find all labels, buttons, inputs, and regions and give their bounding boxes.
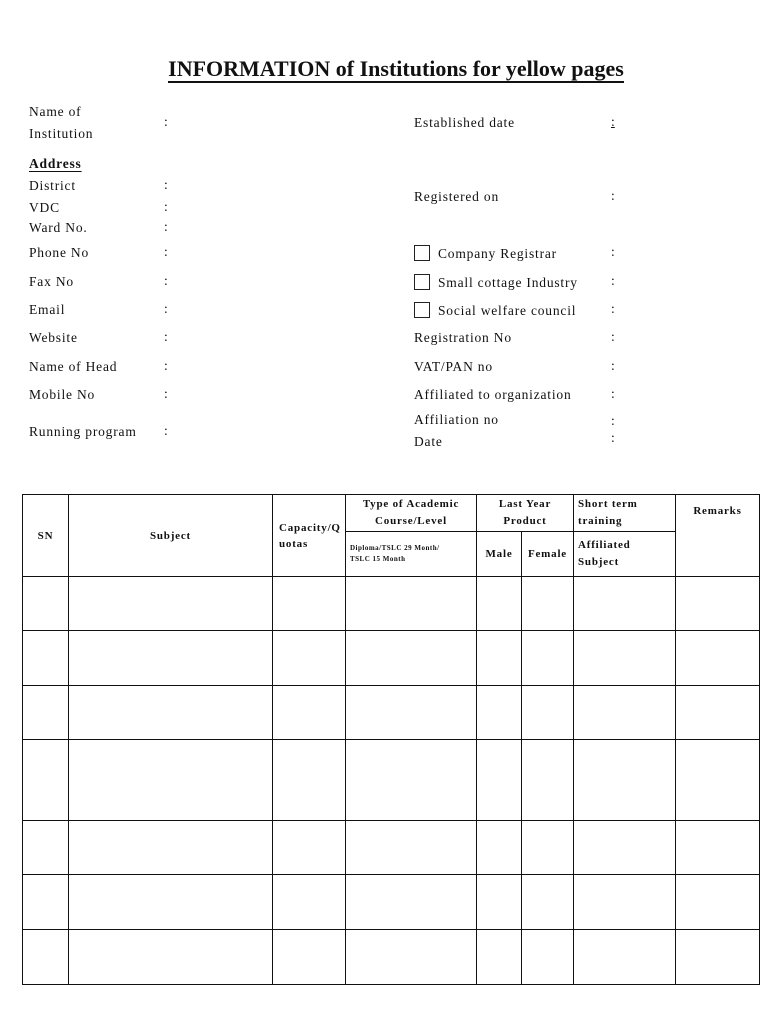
sn-header: SN	[23, 495, 69, 577]
last-year-line2: Product	[503, 515, 547, 527]
capacity-header-line2: uotas	[279, 537, 309, 550]
small-cottage-industry-label: Small cottage Industry	[438, 275, 578, 290]
program-table	[22, 494, 760, 985]
last-year-product-header	[477, 495, 574, 532]
table-cell[interactable]	[346, 875, 477, 930]
ward-no-label: Ward No.	[29, 220, 88, 235]
affiliated-line2: Subject	[578, 556, 620, 568]
website-colon: :	[164, 329, 168, 344]
table-cell[interactable]	[23, 821, 69, 875]
page-title: INFORMATION of Institutions for yellow pages	[168, 56, 624, 81]
table-cell[interactable]	[23, 875, 69, 930]
small-cottage-industry-checkbox[interactable]	[414, 274, 430, 290]
table-cell[interactable]	[676, 821, 760, 875]
running-program-label: Running program	[29, 424, 137, 439]
table-cell[interactable]	[676, 875, 760, 930]
table-cell[interactable]	[69, 631, 273, 686]
table-cell[interactable]	[273, 577, 346, 631]
email-colon: :	[164, 301, 168, 316]
table-cell[interactable]	[574, 740, 676, 821]
table-cell[interactable]	[574, 686, 676, 740]
last-year-line1: Last Year	[498, 498, 552, 510]
table-row	[23, 740, 760, 821]
table-cell[interactable]	[574, 875, 676, 930]
vdc-label: VDC	[29, 200, 60, 215]
table-cell[interactable]	[522, 631, 574, 686]
table-cell[interactable]	[69, 930, 273, 985]
name-of-head-label: Name of Head	[29, 359, 118, 374]
table-cell[interactable]	[477, 821, 522, 875]
type-academic-sub-line2: TSLC 15 Month	[350, 555, 406, 563]
name-of-institution-colon: :	[164, 114, 168, 129]
table-cell[interactable]	[273, 740, 346, 821]
registered-on-label: Registered on	[414, 189, 500, 204]
ward-no-colon: :	[164, 219, 168, 234]
short-term-training-header	[574, 495, 676, 532]
table-row	[23, 631, 760, 686]
address-heading: Address	[29, 156, 82, 171]
fax-no-colon: :	[164, 273, 168, 288]
company-registrar-option[interactable]	[414, 245, 557, 262]
table-cell[interactable]	[273, 875, 346, 930]
table-cell[interactable]	[273, 821, 346, 875]
website-label: Website	[29, 330, 78, 345]
table-cell[interactable]	[477, 631, 522, 686]
company-registrar-label: Company Registrar	[438, 246, 557, 261]
affiliation-no-label: Affiliation no	[414, 412, 499, 427]
remarks-header: Remarks	[676, 495, 760, 577]
table-cell[interactable]	[522, 930, 574, 985]
table-cell[interactable]	[346, 631, 477, 686]
company-registrar-checkbox[interactable]	[414, 245, 430, 261]
table-cell[interactable]	[522, 821, 574, 875]
registration-no-colon: :	[611, 329, 615, 344]
table-cell[interactable]	[574, 631, 676, 686]
table-cell[interactable]	[676, 577, 760, 631]
table-cell[interactable]	[23, 631, 69, 686]
type-academic-sub-line1: Diploma/TSLC 29 Month/	[350, 544, 440, 552]
female-header: Female	[522, 532, 574, 577]
small-cottage-industry-colon: :	[611, 273, 615, 288]
table-cell[interactable]	[346, 821, 477, 875]
date-label: Date	[414, 434, 443, 449]
table-header-row-1	[23, 495, 760, 532]
affiliation-no-colon: :	[611, 413, 615, 428]
type-academic-subheader	[346, 532, 477, 577]
phone-no-label: Phone No	[29, 245, 90, 260]
table-cell[interactable]	[23, 740, 69, 821]
phone-no-colon: :	[164, 244, 168, 259]
table-row	[23, 875, 760, 930]
small-cottage-industry-option[interactable]	[414, 274, 578, 291]
table-cell[interactable]	[676, 631, 760, 686]
table-cell[interactable]	[273, 686, 346, 740]
table-row	[23, 577, 760, 631]
running-program-colon: :	[164, 423, 168, 438]
social-welfare-council-option[interactable]	[414, 302, 576, 319]
table-cell[interactable]	[273, 930, 346, 985]
short-term-line1: Short term	[578, 498, 638, 510]
short-term-line2: training	[578, 515, 623, 527]
table-cell[interactable]	[574, 577, 676, 631]
table-cell[interactable]	[676, 686, 760, 740]
table-row	[23, 686, 760, 740]
table-cell[interactable]	[574, 821, 676, 875]
affiliated-to-organization-label: Affiliated to organization	[414, 387, 572, 402]
table-cell[interactable]	[346, 686, 477, 740]
table-cell[interactable]	[69, 686, 273, 740]
subject-header: Subject	[69, 495, 273, 577]
mobile-no-label: Mobile No	[29, 387, 96, 402]
table-cell[interactable]	[676, 930, 760, 985]
table-cell[interactable]	[346, 740, 477, 821]
company-registrar-colon: :	[611, 244, 615, 259]
name-of-institution-label-line2: Institution	[29, 126, 94, 141]
vat-pan-no-colon: :	[611, 358, 615, 373]
capacity-header-line1: Capacity/Q	[279, 521, 341, 534]
affiliated-subject-header	[574, 532, 676, 577]
table-cell[interactable]	[69, 740, 273, 821]
vat-pan-no-label: VAT/PAN no	[414, 359, 493, 374]
established-date-label: Established date	[414, 115, 515, 130]
table-cell[interactable]	[346, 577, 477, 631]
table-cell[interactable]	[69, 875, 273, 930]
vdc-colon: :	[164, 199, 168, 214]
table-cell[interactable]	[69, 821, 273, 875]
registered-on-colon: :	[611, 188, 615, 203]
registration-no-label: Registration No	[414, 330, 512, 345]
type-academic-line2: Course/Level	[375, 515, 447, 527]
male-header: Male	[477, 532, 522, 577]
social-welfare-council-checkbox[interactable]	[414, 302, 430, 318]
table-cell[interactable]	[522, 577, 574, 631]
table-cell[interactable]	[477, 875, 522, 930]
social-welfare-council-colon: :	[611, 301, 615, 316]
table-cell[interactable]	[273, 631, 346, 686]
type-of-academic-header	[346, 495, 477, 532]
capacity-quotas-header	[273, 495, 346, 577]
type-academic-line1: Type of Academic	[362, 498, 460, 510]
district-label: District	[29, 178, 76, 193]
date-colon: :	[611, 430, 615, 445]
email-label: Email	[29, 302, 66, 317]
mobile-no-colon: :	[164, 386, 168, 401]
name-of-head-colon: :	[164, 358, 168, 373]
table-cell[interactable]	[477, 740, 522, 821]
table-cell[interactable]	[23, 930, 69, 985]
social-welfare-council-label: Social welfare council	[438, 303, 577, 318]
table-cell[interactable]	[23, 686, 69, 740]
table-cell[interactable]	[23, 577, 69, 631]
fax-no-label: Fax No	[29, 274, 74, 289]
table-cell[interactable]	[676, 740, 760, 821]
established-date-colon: :	[611, 114, 615, 129]
table-cell[interactable]	[522, 875, 574, 930]
table-row	[23, 930, 760, 985]
table-cell[interactable]	[574, 930, 676, 985]
table-cell[interactable]	[477, 577, 522, 631]
table-row	[23, 821, 760, 875]
table-cell[interactable]	[346, 930, 477, 985]
district-colon: :	[164, 177, 168, 192]
table-cell[interactable]	[477, 930, 522, 985]
table-cell[interactable]	[522, 686, 574, 740]
table-cell[interactable]	[69, 577, 273, 631]
name-of-institution-label-line1: Name of	[29, 104, 82, 119]
affiliated-to-organization-colon: :	[611, 386, 615, 401]
table-cell[interactable]	[522, 740, 574, 821]
affiliated-line1: Affiliated	[578, 539, 631, 551]
table-cell[interactable]	[477, 686, 522, 740]
